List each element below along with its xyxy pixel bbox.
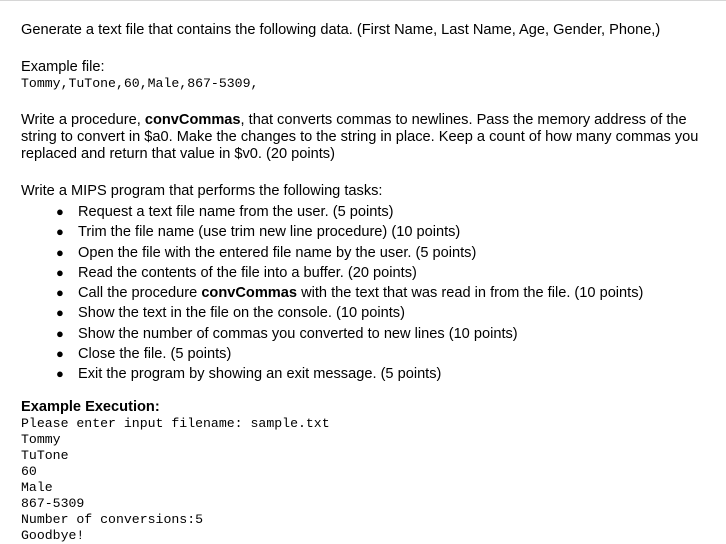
procedure-name: convCommas bbox=[144, 112, 241, 128]
procedure-pre: Write a procedure, bbox=[21, 112, 145, 128]
bullet-icon: ● bbox=[56, 285, 64, 301]
example-file-label: Example file: bbox=[21, 59, 105, 75]
task-item: ● Exit the program by showing an exit message. (5 points) bbox=[21, 364, 711, 384]
task-item: ● Show the number of commas you converted to new lines (10 points) bbox=[21, 324, 711, 344]
example-execution-heading: Example Execution: bbox=[21, 398, 160, 415]
task-item: ● Call the procedure convCommas with the text that was read in from the file. (10 points) bbox=[21, 283, 711, 303]
task-item: ● Trim the file name (use trim new line procedure) (10 points) bbox=[21, 222, 711, 242]
output-line: 60 bbox=[21, 463, 37, 479]
bullet-icon: ● bbox=[56, 244, 64, 260]
task-item: ● Show the text in the file on the console. (10 points) bbox=[21, 303, 711, 323]
bullet-icon: ● bbox=[56, 264, 64, 280]
procedure-description bbox=[21, 112, 711, 163]
output-line: Male bbox=[21, 479, 53, 495]
bullet-icon: ● bbox=[56, 204, 64, 219]
example-file-content: Tommy,TuTone,60,Male,867-5309, bbox=[21, 76, 259, 91]
output-line: TuTone bbox=[21, 447, 69, 463]
assignment-document bbox=[21, 22, 711, 544]
procedure-post: , that converts commas to newlines. Pass the memory address of the string to convert in $a0. Make the changes to the string in place. Keep a count of how many commas you replaced and return that value in $v0. (20 points) bbox=[21, 112, 699, 162]
output-line: Tommy bbox=[21, 431, 61, 447]
top-divider bbox=[0, 0, 726, 1]
output-line: 867-5309 bbox=[21, 495, 85, 511]
program-heading: Write a MIPS program that performs the following tasks: bbox=[21, 183, 383, 199]
task-item: ● Read the contents of the file into a buffer. (20 points) bbox=[21, 263, 711, 283]
task-list bbox=[21, 202, 711, 385]
task-item: ● Request a text file name from the user. (5 points) bbox=[21, 202, 711, 222]
output-line: Goodbye! bbox=[21, 527, 85, 543]
bullet-icon: ● bbox=[56, 305, 64, 321]
output-line: Number of conversions:5 bbox=[21, 511, 204, 527]
example-prompt: Please enter input filename: sample.txt bbox=[21, 415, 330, 431]
bullet-icon: ● bbox=[56, 325, 64, 341]
task-item: ● Open the file with the entered file name by the user. (5 points) bbox=[21, 243, 711, 263]
bullet-icon: ● bbox=[56, 224, 64, 240]
bullet-icon: ● bbox=[56, 346, 64, 362]
task-item: ● Close the file. (5 points) bbox=[21, 344, 711, 364]
example-output bbox=[21, 432, 711, 544]
bullet-icon: ● bbox=[56, 366, 64, 382]
intro-text: Generate a text file that contains the following data. (First Name, Last Name, Age, Gender, Phone,) bbox=[21, 22, 661, 38]
